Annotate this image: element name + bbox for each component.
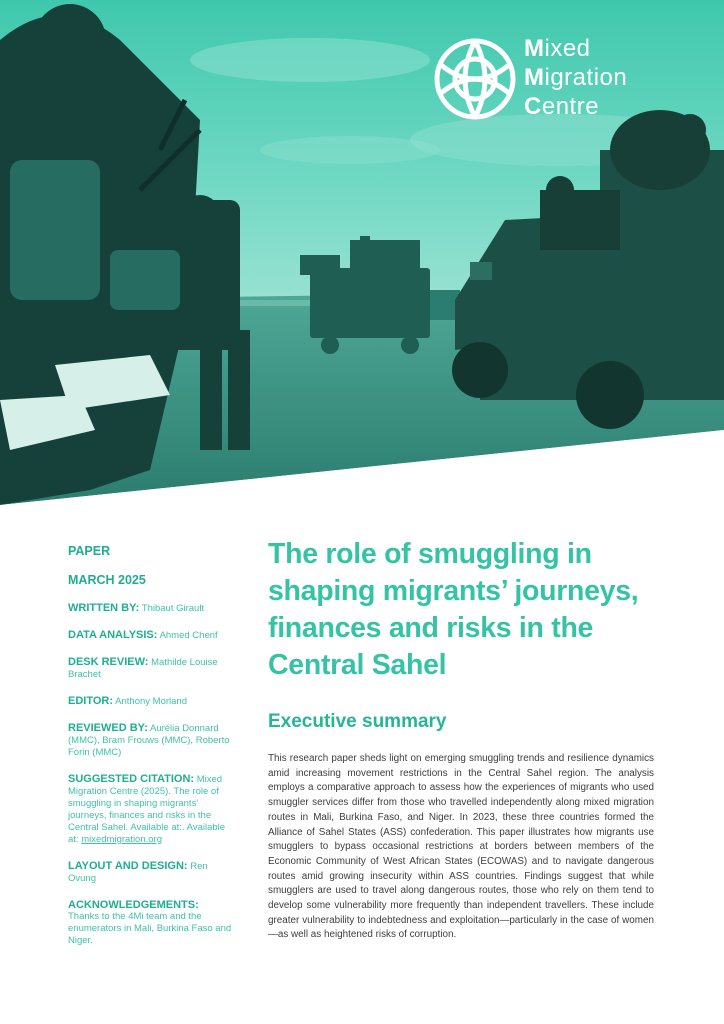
credit-value: Ren Ovung (68, 861, 208, 884)
credit-layout-design (68, 860, 233, 885)
credit-value: Ahmed Cherif (159, 630, 218, 641)
logo-line-1 (524, 34, 627, 63)
credit-value: Thibaut Girault (141, 603, 205, 614)
credit-editor (68, 695, 233, 708)
cover-photo (0, 0, 724, 505)
credit-value: Anthony Morland (115, 696, 187, 707)
logo-word-centre: entre (541, 93, 600, 120)
credit-label: EDITOR: (68, 695, 114, 707)
credit-value: Mathilde Louise Brachet (68, 657, 218, 680)
credit-written-by (68, 602, 233, 615)
credit-value: Thanks to the 4Mi team and the enumerators in Mali, Burkina Faso and Niger. (68, 911, 232, 946)
logo-line-3 (524, 92, 627, 121)
credits-sidebar (68, 544, 233, 947)
mmc-globe-logo-icon (430, 34, 520, 124)
mmc-logo (430, 34, 690, 134)
credit-label: LAYOUT AND DESIGN: (68, 860, 188, 872)
credit-label: REVIEWED BY: (68, 722, 148, 734)
credit-suggested-citation (68, 773, 233, 846)
credit-acknowledgements (68, 899, 233, 947)
logo-initial-m2: M (524, 64, 545, 91)
logo-initial-c: C (524, 93, 542, 120)
credit-desk-review (68, 656, 233, 681)
paper-title: The role of smuggling in shaping migrants’ journeys, finances and risks in the Central Sahel (268, 538, 639, 681)
credit-label: WRITTEN BY: (68, 602, 140, 614)
credit-label: DESK REVIEW: (68, 656, 149, 668)
section-heading: Executive summary (268, 711, 447, 732)
credit-label: ACKNOWLEDGEMENTS: (68, 899, 199, 911)
credit-value: Mixed Migration Centre (2025). The role of smuggling in shaping migrants' journeys, finances and risks in the Central Sahel. Available at:. Available at: (68, 774, 226, 845)
logo-word-migration: igration (544, 64, 628, 91)
credit-value: Aurélia Donnard (MMC), Bram Frouws (MMC), Roberto Forin (MMC) (68, 723, 230, 758)
publication-date: MARCH 2025 (68, 573, 146, 587)
logo-wordmark (524, 34, 627, 121)
credit-data-analysis (68, 629, 233, 642)
executive-summary-text: This research paper sheds light on emerging smuggling trends and resilience dynamics amid increasing movement restrictions in the Central Sahel region. The analysis employs a comparative approach to assess how the experiences of migrants who used smuggler services differ from those who travelled independently along mixed migration routes in Mali, Burkina Faso, and Niger. In 2023, these three countries formed the Alliance of Sahel States (ASS) confederation. This paper illustrates how migrants use smugglers to bypass occasional restrictions at borders between members of the Economic Community of West African States (ECOWAS) and to navigate dangerous routes amid growing insecurity within ASS countries. Findings suggest that while smugglers are used to travel along dangerous routes, those who rely on them tend to develop some vulnerability more frequently than independent travellers. These include greater vulnerability to indebtedness and exploitation—particularly in the case of women—as well as heightened risks of corruption. (268, 753, 654, 941)
logo-word-mixed: ixed (544, 35, 591, 62)
document-type: PAPER (68, 544, 111, 558)
logo-line-2 (524, 63, 627, 92)
logo-initial-m1: M (524, 35, 545, 62)
credit-reviewed-by (68, 722, 233, 759)
credit-label: DATA ANALYSIS: (68, 629, 158, 641)
credit-label: SUGGESTED CITATION: (68, 773, 195, 785)
citation-link[interactable]: mixedmigration.org (81, 834, 162, 845)
